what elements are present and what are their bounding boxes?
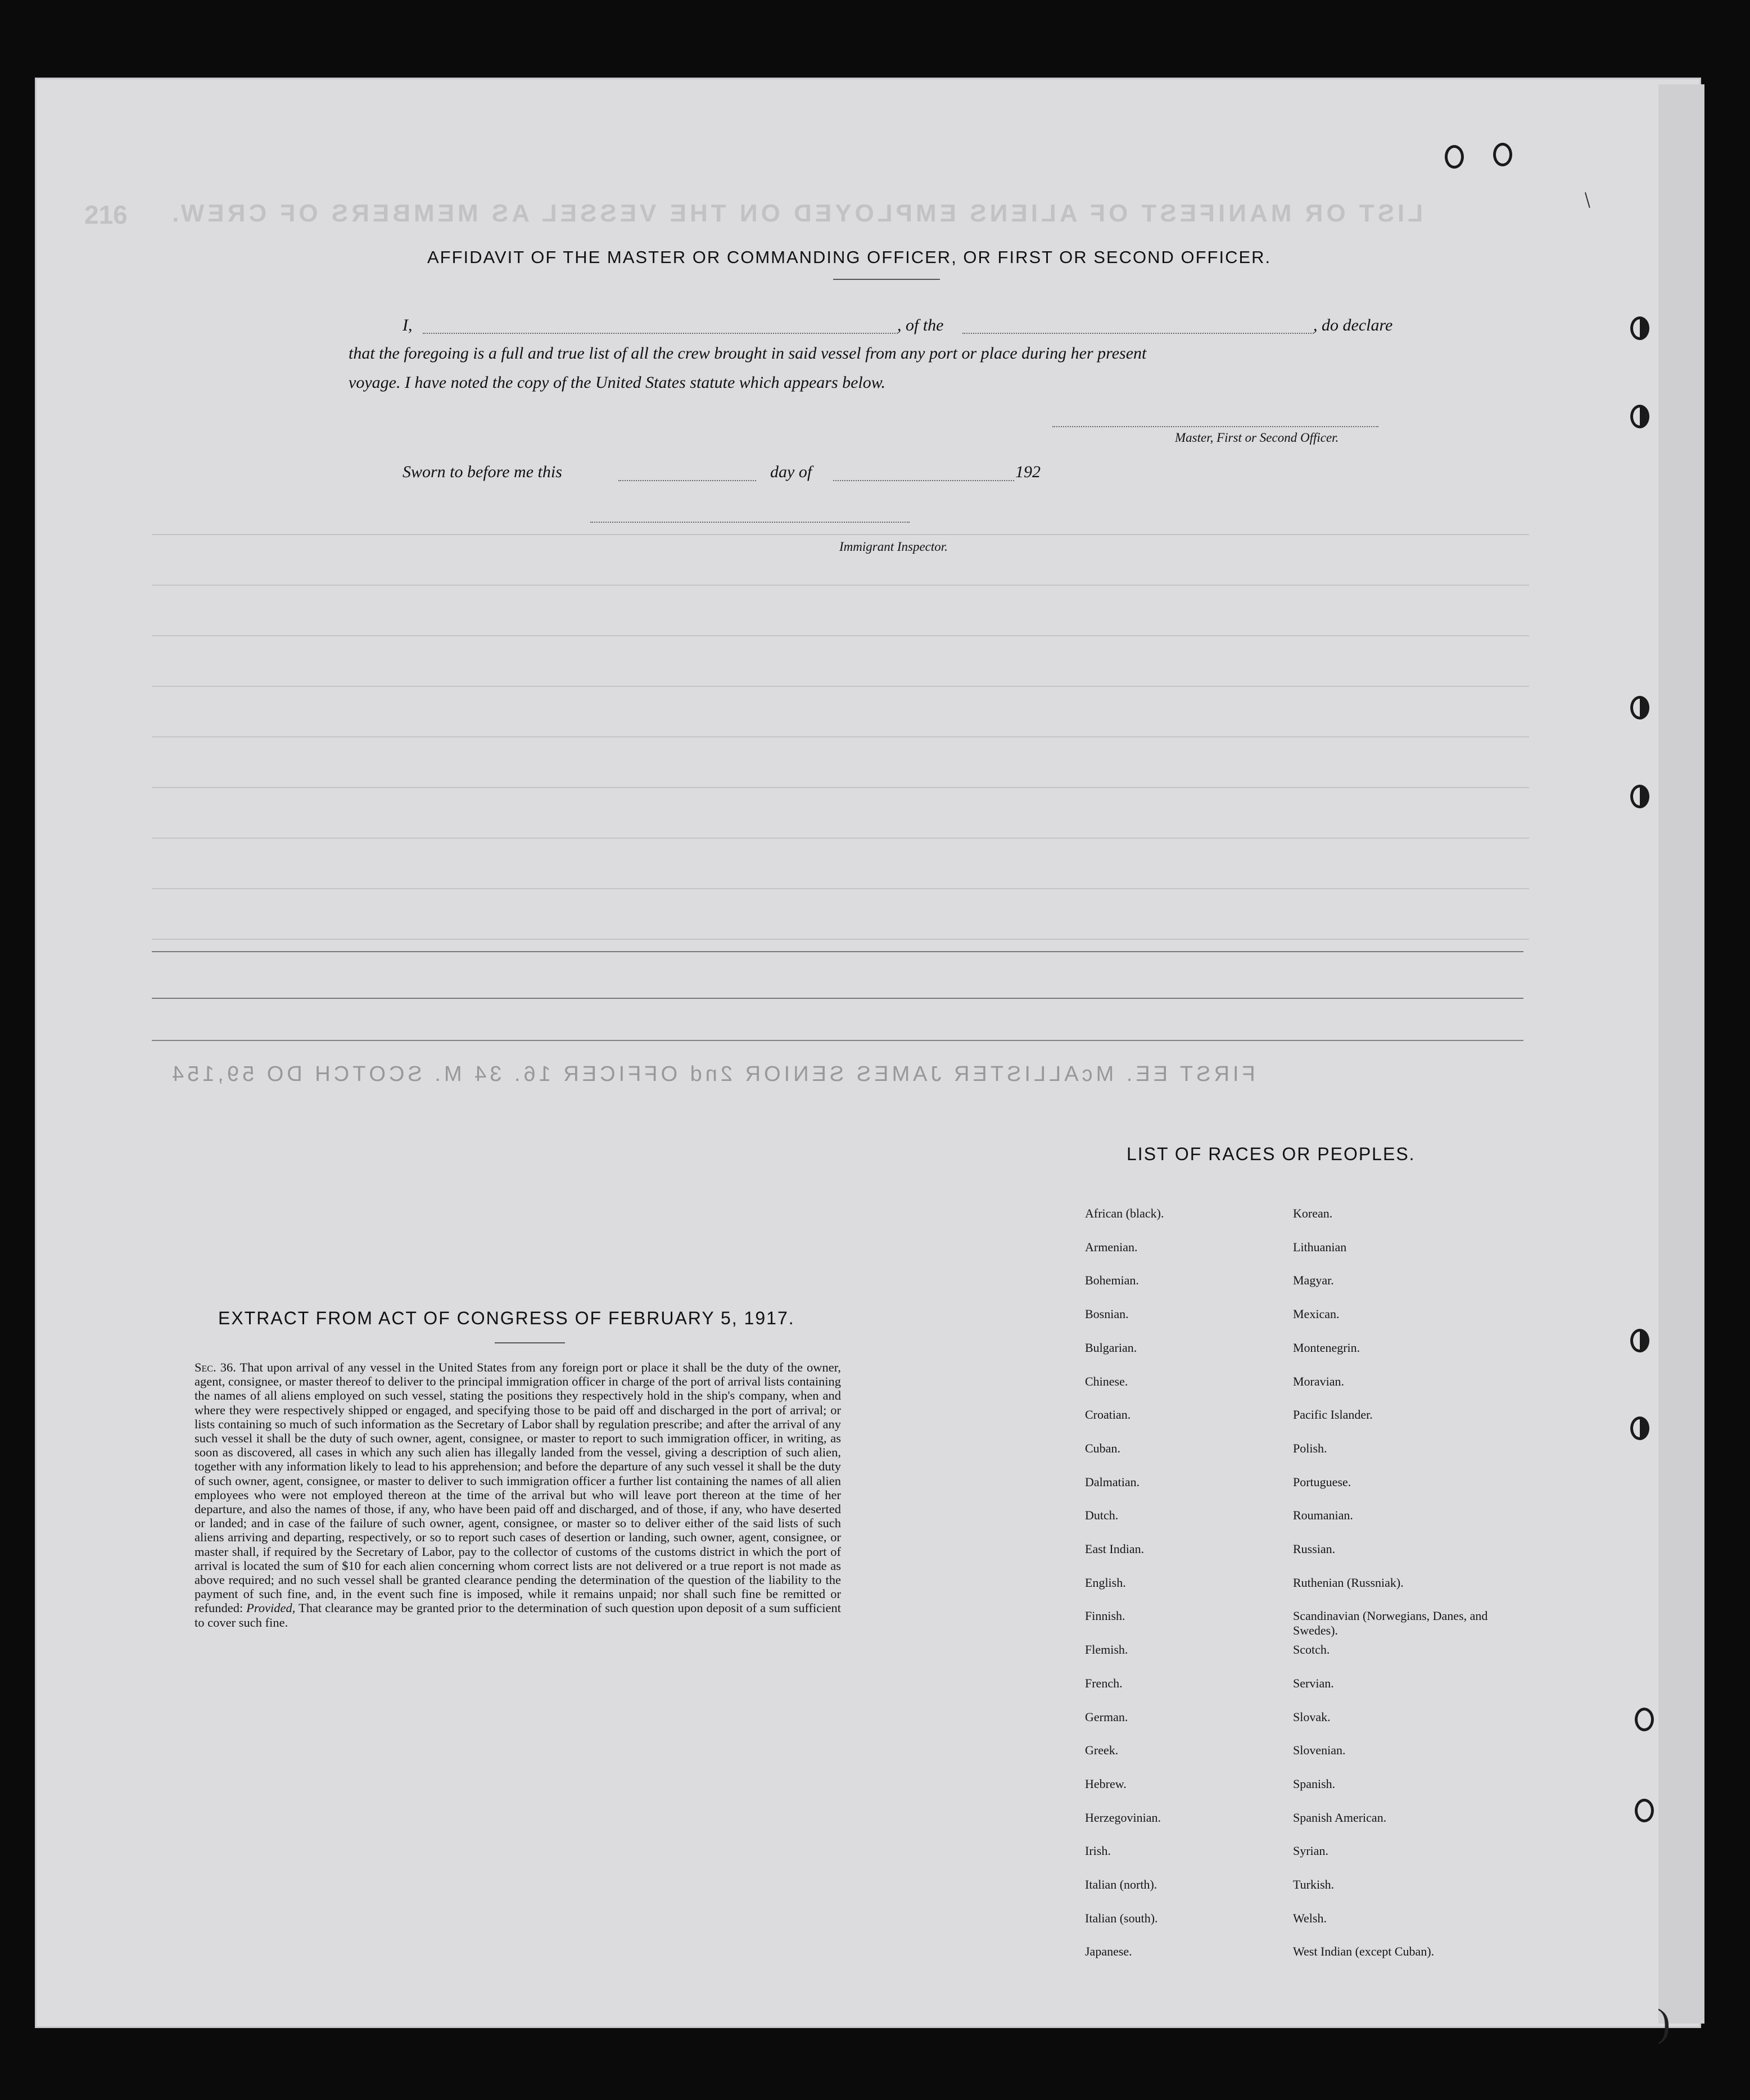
form-sheet xyxy=(35,78,1701,2028)
race-item: Mexican. xyxy=(1293,1307,1340,1321)
binder-hole xyxy=(1493,143,1512,166)
extract-title-underline xyxy=(495,1342,565,1343)
race-item: Spanish American. xyxy=(1293,1810,1387,1825)
bleed-through-header: LIST OR MANIFEST OF ALIENS EMPLOYED ON THE VESSEL AS MEMBERS OF CREW. xyxy=(169,200,1423,227)
binder-hole xyxy=(1630,696,1649,719)
race-item: Cuban. xyxy=(1085,1441,1120,1455)
bleed-through-line xyxy=(152,1040,1523,1041)
bleed-through-line xyxy=(152,998,1523,999)
binder-hole xyxy=(1630,1416,1649,1440)
race-item: Hebrew. xyxy=(1085,1776,1127,1791)
race-item: Syrian. xyxy=(1293,1844,1328,1858)
race-item: Italian (north). xyxy=(1085,1877,1157,1891)
bleed-through-rule xyxy=(152,686,1529,687)
signature-field[interactable] xyxy=(1052,426,1378,427)
race-item: Magyar. xyxy=(1293,1273,1334,1288)
pen-mark: / xyxy=(1577,187,1598,212)
binder-hole xyxy=(1630,785,1649,808)
race-item: African (black). xyxy=(1085,1206,1164,1220)
bleed-through-rule xyxy=(152,736,1529,737)
race-item: Turkish. xyxy=(1293,1877,1335,1891)
bleed-through-page-number: 216 xyxy=(84,200,128,229)
race-item: Bulgarian. xyxy=(1085,1340,1137,1355)
sworn-text: Sworn to before me this xyxy=(403,463,562,481)
race-item: Armenian. xyxy=(1085,1239,1138,1254)
day-of-text: day of xyxy=(770,463,812,481)
binder-hole xyxy=(1635,1799,1654,1822)
race-item: German. xyxy=(1085,1709,1128,1724)
races-title: LIST OF RACES OR PEOPLES. xyxy=(1127,1144,1416,1164)
race-item: Polish. xyxy=(1293,1441,1327,1455)
race-item: Pacific Islander. xyxy=(1293,1407,1373,1422)
race-item: Scandinavian (Norwegians, Danes, and Swedes). xyxy=(1293,1609,1488,1638)
bleed-through-rule xyxy=(152,838,1529,839)
binder-hole xyxy=(1445,145,1464,169)
bleed-through-rule xyxy=(152,939,1529,940)
race-item: Bosnian. xyxy=(1085,1307,1129,1321)
bleed-through-rule xyxy=(152,635,1529,636)
race-item: Irish. xyxy=(1085,1844,1111,1858)
binder-hole xyxy=(1630,1329,1649,1352)
race-item: Japanese. xyxy=(1085,1944,1132,1959)
sworn-day-field[interactable] xyxy=(618,480,756,481)
binder-hole xyxy=(1630,316,1649,340)
sheet-edge xyxy=(1658,84,1704,2024)
pen-mark: ) xyxy=(1657,2002,1671,2045)
race-item: Slovak. xyxy=(1293,1709,1331,1724)
affidavit-i: I, xyxy=(403,316,413,334)
race-item: Dutch. xyxy=(1085,1508,1119,1523)
title-underline xyxy=(833,279,940,280)
proviso-text: That clearance may be granted prior to the determination of such question upon deposit of a sum sufficient to cover such fine. xyxy=(195,1601,842,1630)
affidavit-declare: , do declare xyxy=(1313,316,1393,334)
race-item: Finnish. xyxy=(1085,1609,1125,1623)
section-text: That upon arrival of any vessel in the United States from any foreign port or place it shall be the duty of the owner, agent, consignee, or master thereof to deliver to the principal immigration officer in charge of the port of arrival lists containing the names of all aliens employed on such vessel, stating the positions they respectively hold in the ship's company, when and where they were respectively shipped or engaged, and specifying those to be paid off and discharged in the port of arrival; or lists containing so much of such information as the Secretary of Labor shall by regulation prescribe; and after the arrival of any such vessel it shall be the duty of such owner, agent, consignee, or master to report to such immigration officer, in writing, as soon as discovered, all cases in which any such alien has illegally landed from the vessel, giving a description of such alien, together with any information likely to lead to his apprehension; and before the departure of any such vessel it shall be the duty of such owner, agent, consignee, or master to deliver to such immigration officer a further list containing the names of all alien employees who were not employed thereon at the time of the arrival but who will leave port thereon at the time of her departure, and also the names of those, if any, who have been paid off and discharged, and of those, if any, who have deserted or landed; and in case of the failure of such owner, agent, consignee, or master so to deliver either of the said lists of such aliens arriving and departing, respectively, or so to report such cases of desertion or landing, such owner, agent, consignee, or master shall, if required by the Secretary of Labor, pay to the collector of customs of the customs district in which the port of arrival is located the sum of $10 for each alien concerning whom correct lists are not delivered or a true report is not made as above required; and no such vessel shall be granted clearance pending the determination of the question of the liability to the payment of such fine, and, in the event such fine is imposed, while it remains unpaid; nor shall such fine be remitted or refunded: xyxy=(195,1360,842,1615)
master-name-field[interactable] xyxy=(423,333,898,334)
race-item: French. xyxy=(1085,1676,1123,1690)
race-item: Montenegrin. xyxy=(1293,1340,1360,1355)
inspector-signature-field[interactable] xyxy=(590,522,910,523)
bleed-through-line xyxy=(152,951,1523,952)
affidavit-line-2: that the foregoing is a full and true list of all the crew brought in said vessel from any port or place during her present xyxy=(349,344,1147,363)
race-item: Bohemian. xyxy=(1085,1273,1139,1288)
binder-hole xyxy=(1630,405,1649,428)
extract-body xyxy=(195,1360,841,1630)
affidavit-line-3: voyage. I have noted the copy of the United States statute which appears below. xyxy=(349,373,886,392)
bleed-through-rule xyxy=(152,787,1529,788)
race-item: English. xyxy=(1085,1575,1126,1590)
race-item: Scotch. xyxy=(1293,1642,1330,1657)
bleed-through-rule xyxy=(152,534,1529,535)
race-item: Korean. xyxy=(1293,1206,1333,1220)
race-item: East Indian. xyxy=(1085,1542,1145,1556)
proviso-label: Provided, xyxy=(246,1601,296,1615)
race-item: Dalmatian. xyxy=(1085,1474,1140,1489)
race-item: Flemish. xyxy=(1085,1642,1128,1657)
race-item: Roumanian. xyxy=(1293,1508,1353,1523)
race-item: Portuguese. xyxy=(1293,1474,1351,1489)
race-item: Chinese. xyxy=(1085,1374,1128,1388)
race-item: Lithuanian xyxy=(1293,1239,1347,1254)
year-prefix: 192 xyxy=(1015,463,1041,481)
bleed-through-rule xyxy=(152,585,1529,586)
extract-title: EXTRACT FROM ACT OF CONGRESS OF FEBRUARY 5, 1917. xyxy=(218,1308,795,1328)
bleed-through-rule xyxy=(152,888,1529,889)
race-item: Herzegovinian. xyxy=(1085,1810,1161,1825)
inspector-caption: Immigrant Inspector. xyxy=(839,540,948,554)
race-item: Greek. xyxy=(1085,1743,1119,1758)
affidavit-title: AFFIDAVIT OF THE MASTER OR COMMANDING OFFICER, OR FIRST OR SECOND OFFICER. xyxy=(427,247,1272,267)
race-item: Moravian. xyxy=(1293,1374,1345,1388)
race-item: Slovenian. xyxy=(1293,1743,1346,1758)
sworn-month-field[interactable] xyxy=(833,480,1014,481)
vessel-name-field[interactable] xyxy=(962,333,1314,334)
binder-hole xyxy=(1635,1708,1654,1731)
affidavit-of-the: , of the xyxy=(897,316,944,334)
section-label: Sec. 36. xyxy=(195,1360,236,1374)
race-item: Italian (south). xyxy=(1085,1911,1158,1925)
race-item: Spanish. xyxy=(1293,1776,1336,1791)
bleed-through-handwriting: FIRST EE. McALLISTER JAMES SENIOR 2nd OFFICER 16. 34 M. SCOTCH DO 59,154 xyxy=(169,1062,1255,1086)
race-item: West Indian (except Cuban). xyxy=(1293,1944,1435,1959)
signature-caption: Master, First or Second Officer. xyxy=(1175,431,1339,445)
race-item: Croatian. xyxy=(1085,1407,1131,1422)
race-item: Servian. xyxy=(1293,1676,1334,1690)
race-item: Russian. xyxy=(1293,1542,1336,1556)
race-item: Ruthenian (Russniak). xyxy=(1293,1575,1404,1590)
race-item: Welsh. xyxy=(1293,1911,1327,1925)
